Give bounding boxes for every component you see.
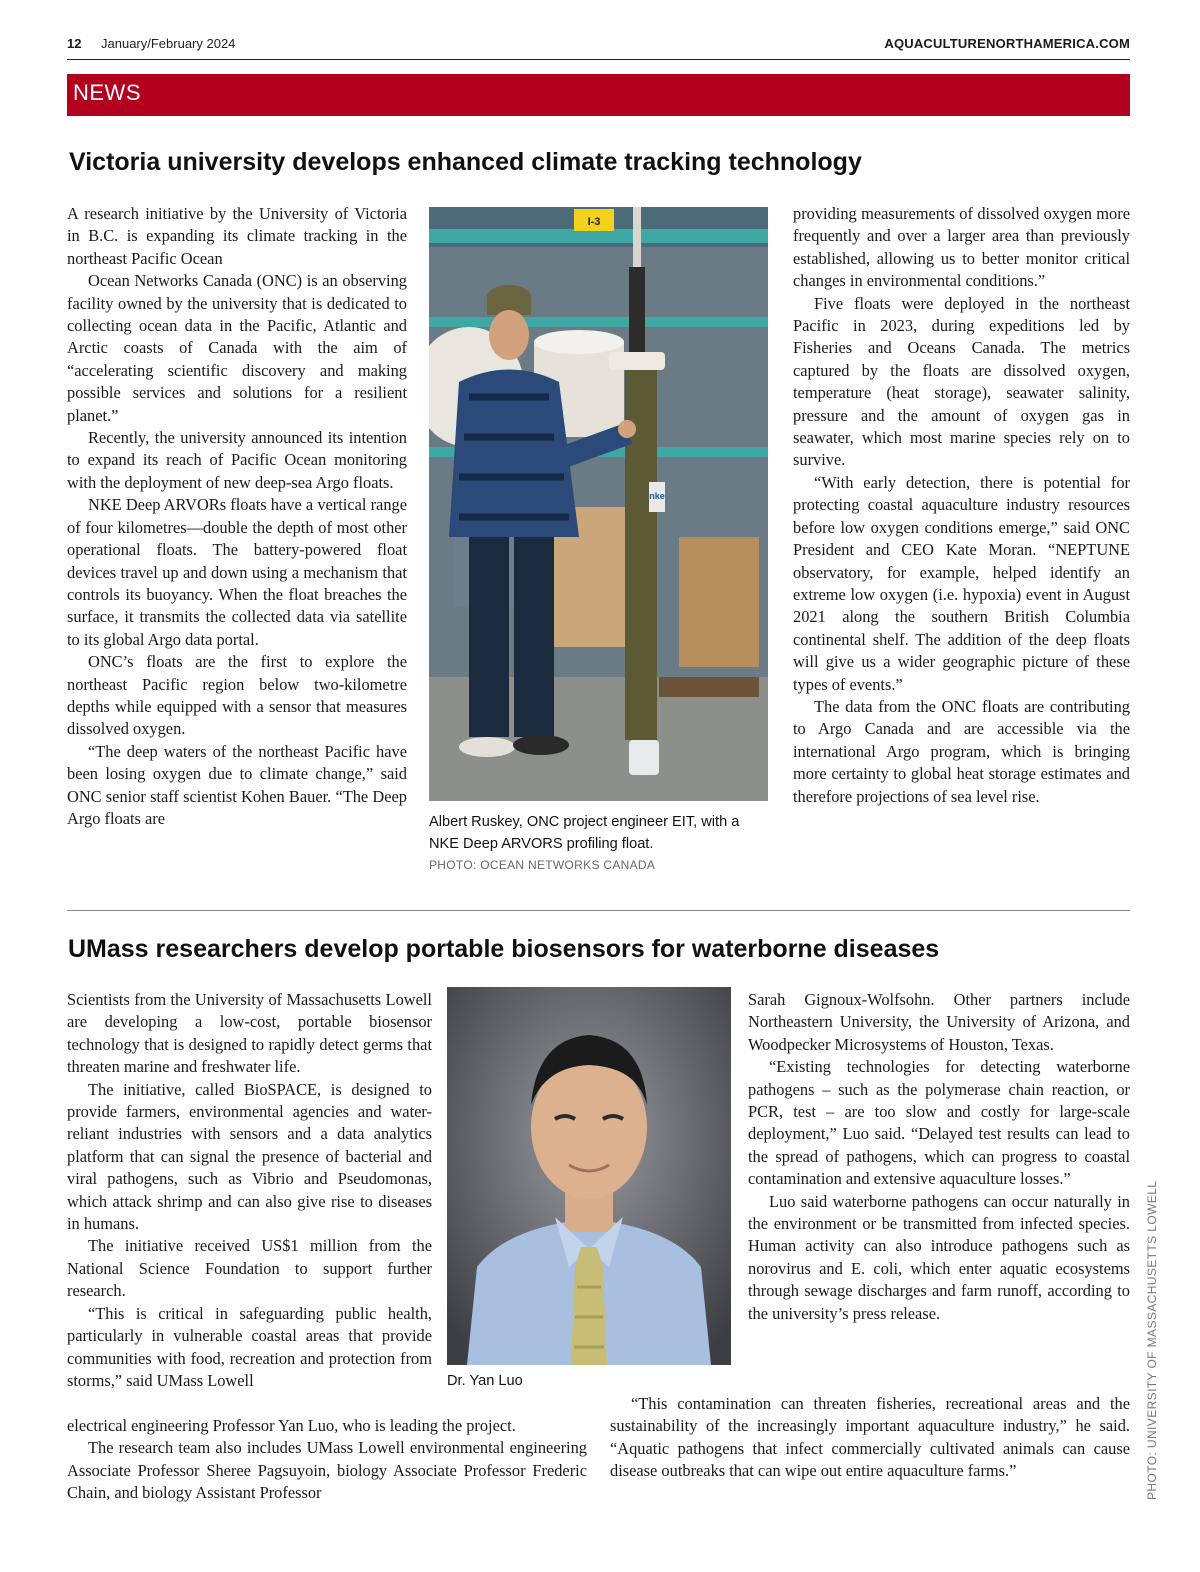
paragraph: A research initiative by the University of Victoria in B.C. is expanding its climate tracking in the northeast Pacific Ocean bbox=[67, 204, 407, 268]
header-rule bbox=[67, 59, 1130, 60]
article2-bottom-right bbox=[610, 1393, 1130, 1483]
paragraph: The research team also includes UMass Lowell environmental engineering Associate Professor Sheree Pagsuyoin, biology Associate Professor Frederic Chain, and biology Assistant Professor bbox=[67, 1438, 587, 1503]
article2-headline: UMass researchers develop portable biosensors for waterborne diseases bbox=[68, 935, 940, 963]
portrait-credit: PHOTO: UNIVERSITY OF MASSACHUSETTS LOWELL bbox=[1145, 1180, 1159, 1500]
paragraph: Scientists from the University of Massachusetts Lowell are developing a low-cost, portable biosensor technology that is designed to rapidly detect germs that threaten marine and freshwater life. bbox=[67, 990, 432, 1077]
paragraph: ONC’s floats are the first to explore the northeast Pacific region below two-kilometre depths while equipped with a sensor that measures dissolved oxygen. bbox=[67, 652, 407, 739]
paragraph: Ocean Networks Canada (ONC) is an observing facility owned by the university that is dedicated to collecting ocean data in the Pacific, Atlantic and Arctic coasts of Canada with the aim of “accelerating scientific discovery and making possible services and solutions for a resilient planet.” bbox=[67, 271, 407, 425]
paragraph: “With early detection, there is potential for protecting coastal aquaculture industry resources before low oxygen conditions emerge,” said ONC President and CEO Kate Moran. “NEPTUNE observatory, for example, helped identify an extreme low oxygen (i.e. hypoxia) event in August 2021 along the southern British Columbia continental shelf. The addition of the deep floats will give us a wider geographic picture of these types of events.” bbox=[793, 472, 1130, 694]
article1-column-right bbox=[793, 203, 1130, 808]
photo-credit: PHOTO: OCEAN NETWORKS CANADA bbox=[429, 858, 656, 872]
issue-date: January/February 2024 bbox=[101, 36, 236, 51]
portrait-photo bbox=[447, 987, 731, 1365]
paragraph: NKE Deep ARVORs floats have a vertical range of four kilometres—double the depth of most other operational floats. The battery-powered float devices travel up and down using a mechanism that controls its buoyancy. When the float breaches the surface, it transmits the collected data via satellite to its global Argo data portal. bbox=[67, 495, 407, 649]
paragraph: providing measurements of dissolved oxygen more frequently and over a larger area than previously established, allowing us to better monitor critical changes in environmental conditions.” bbox=[793, 204, 1130, 291]
paragraph: electrical engineering Professor Yan Luo, who is leading the project. bbox=[67, 1416, 516, 1435]
float-brand: nke bbox=[649, 491, 665, 501]
article1-headline: Victoria university develops enhanced climate tracking technology bbox=[69, 148, 862, 176]
paragraph: Sarah Gignoux-Wolfsohn. Other partners include Northeastern University, the University of Arizona, and Woodpecker Microsystems of Houston, Texas. bbox=[748, 990, 1130, 1054]
paragraph: The initiative received US$1 million from the National Science Foundation to support further research. bbox=[67, 1236, 432, 1301]
page-number: 12 bbox=[67, 36, 82, 51]
article2-bottom-left bbox=[67, 1415, 587, 1505]
paragraph: Five floats were deployed in the northeast Pacific in 2023, during expeditions led by Fisheries and Oceans Canada. The metrics captured by the floats are dissolved oxygen, temperature (heat storage), seawater salinity, pressure and the amount of oxygen gas in seawater, which most marine species rely on to survive. bbox=[793, 293, 1130, 470]
article2-column-left bbox=[67, 989, 432, 1392]
float-engineer-photo bbox=[429, 207, 768, 801]
paragraph: Luo said waterborne pathogens can occur naturally in the environment or be transmitted from infected species. Human activity can also introduce pathogens such as norovirus and E. coli, which enter aquatic ecosystems through sewage discharges and farm runoff, according to the university’s press release. bbox=[748, 1191, 1130, 1323]
article2-column-right bbox=[748, 989, 1130, 1325]
paragraph: The initiative, called BioSPACE, is designed to provide farmers, environmental agencies and water-reliant industries with sensors and a data analytics platform that can signal the presence of bacterial and viral pathogens, such as Vibrio and Pseudomonas, which attack shrimp and can also give rise to diseases in humans. bbox=[67, 1079, 432, 1234]
paragraph: “Existing technologies for detecting waterborne pathogens – such as the polymerase chain reaction, or PCR, test – are too slow and costly for large-scale deployment,” Luo said. “Delayed test results can lead to the spread of pathogens, which can progress to coastal contamination and extensive aquaculture losses.” bbox=[748, 1057, 1130, 1189]
section-banner bbox=[67, 74, 1130, 116]
paragraph: The data from the ONC floats are contributing to Argo Canada and are accessible via the international Argo program, which is bringing more certainty to global heat storage estimates and therefore projections of sea level rise. bbox=[793, 696, 1130, 806]
site-url[interactable]: AQUACULTURENORTHAMERICA.COM bbox=[884, 36, 1130, 51]
paragraph: Recently, the university announced its intention to expand its reach of Pacific Ocean monitoring with the deployment of new deep-sea Argo floats. bbox=[67, 428, 407, 492]
paragraph: “The deep waters of the northeast Pacific have been losing oxygen due to climate change,” said ONC senior staff scientist Kohen Bauer. “The Deep Argo floats are bbox=[67, 741, 407, 828]
article-divider bbox=[67, 910, 1130, 911]
section-label: NEWS bbox=[73, 80, 141, 105]
article1-column-left bbox=[67, 203, 407, 830]
photo-caption: Albert Ruskey, ONC project engineer EIT, with a NKE Deep ARVORS profiling float. bbox=[429, 814, 740, 852]
shelf-tag: I-3 bbox=[587, 216, 601, 228]
portrait-caption: Dr. Yan Luo bbox=[447, 1373, 523, 1389]
paragraph: “This contamination can threaten fisheries, recreational areas and the sustainability of the increasingly important aquaculture industry,” he said. “Aquatic pathogens that infect commercially cultivated animals can cause disease outbreaks that can wipe out entire aquaculture farms.” bbox=[610, 1394, 1130, 1481]
paragraph: “This is critical in safeguarding public health, particularly in vulnerable coastal areas that provide communities with food, recreation and protection from storms,” said UMass Lowell bbox=[67, 1303, 432, 1390]
